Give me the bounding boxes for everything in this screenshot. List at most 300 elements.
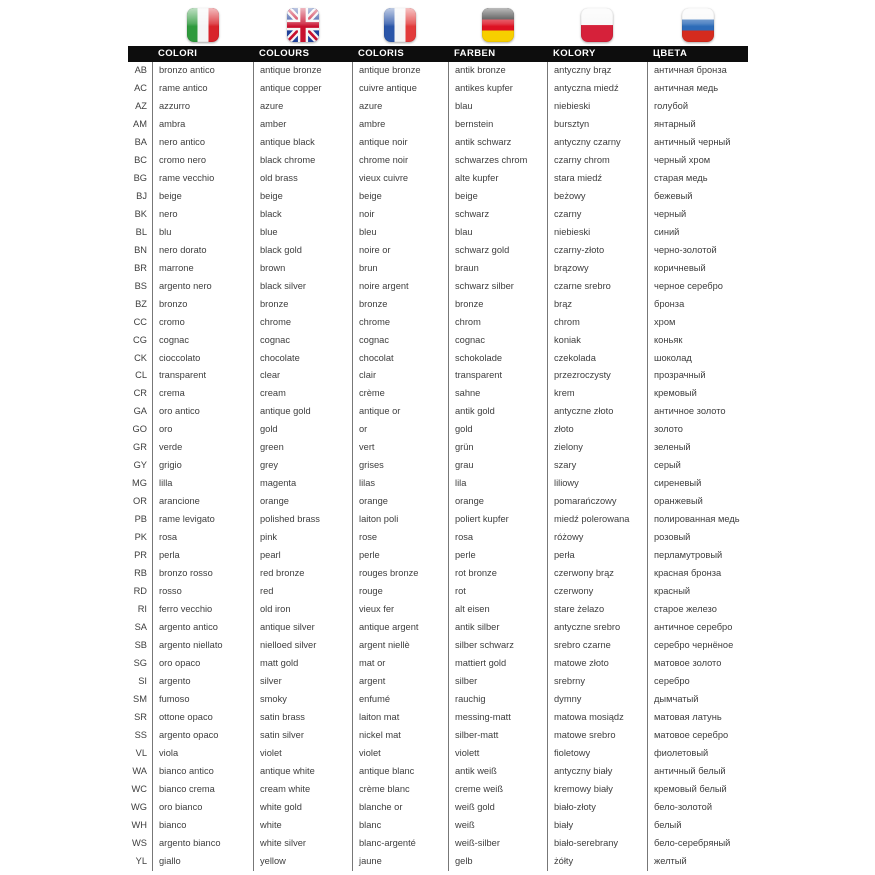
cell-code: CC bbox=[133, 316, 147, 327]
cell-pl: fioletowy bbox=[547, 745, 647, 763]
table-row bbox=[128, 170, 748, 188]
poland-flag-icon bbox=[581, 8, 613, 42]
cell-en: gold bbox=[253, 421, 352, 439]
cell-it: oro bbox=[152, 421, 253, 439]
cell-pl: antyczna miedź bbox=[547, 80, 647, 98]
header-italian: COLORI bbox=[158, 48, 198, 59]
table-row bbox=[128, 260, 748, 278]
cell-ru: античный белый bbox=[647, 763, 748, 781]
table-row bbox=[128, 98, 748, 116]
cell-en: polished brass bbox=[253, 511, 352, 529]
cell-fr: blanche or bbox=[352, 799, 448, 817]
cell-en: antique black bbox=[253, 134, 352, 152]
cell-it: fumoso bbox=[152, 691, 253, 709]
cell-ru: оранжевый bbox=[647, 493, 748, 511]
table-row bbox=[128, 475, 748, 493]
cell-fr: crème blanc bbox=[352, 781, 448, 799]
cell-pl: stara miedź bbox=[547, 170, 647, 188]
cell-de: alt eisen bbox=[448, 601, 547, 619]
cell-ru: хром bbox=[647, 314, 748, 332]
cell-pl: chrom bbox=[547, 314, 647, 332]
cell-ru: черный хром bbox=[647, 152, 748, 170]
cell-fr: noir bbox=[352, 206, 448, 224]
cell-pl: bursztyn bbox=[547, 116, 647, 134]
cell-ru: бронза bbox=[647, 296, 748, 314]
cell-code: BC bbox=[134, 154, 147, 165]
table-rows bbox=[128, 62, 748, 871]
cell-it: bianco bbox=[152, 817, 253, 835]
cell-ru: матовое серебро bbox=[647, 727, 748, 745]
cell-pl: antyczne złoto bbox=[547, 403, 647, 421]
cell-en: antique copper bbox=[253, 80, 352, 98]
cell-de: sahne bbox=[448, 385, 547, 403]
cell-code: GR bbox=[133, 442, 147, 453]
table-row bbox=[128, 403, 748, 421]
cell-fr: bleu bbox=[352, 224, 448, 242]
cell-code: GO bbox=[132, 424, 147, 435]
cell-en: matt gold bbox=[253, 655, 352, 673]
cell-ru: серебро чернёное bbox=[647, 637, 748, 655]
cell-de: antik gold bbox=[448, 403, 547, 421]
cell-de: violett bbox=[448, 745, 547, 763]
union-jack-graphic bbox=[287, 8, 319, 42]
cell-it: bronzo bbox=[152, 296, 253, 314]
cell-en: black chrome bbox=[253, 152, 352, 170]
cell-code: OR bbox=[133, 496, 147, 507]
cell-en: antique white bbox=[253, 763, 352, 781]
cell-pl: przezroczysty bbox=[547, 367, 647, 385]
cell-it: nero antico bbox=[152, 134, 253, 152]
cell-pl: liliowy bbox=[547, 475, 647, 493]
cell-it: beige bbox=[152, 188, 253, 206]
cell-en: bronze bbox=[253, 296, 352, 314]
table-row bbox=[128, 673, 748, 691]
cell-it: rame antico bbox=[152, 80, 253, 98]
cell-it: oro bianco bbox=[152, 799, 253, 817]
table-row bbox=[128, 763, 748, 781]
cell-fr: vieux fer bbox=[352, 601, 448, 619]
flag-cell-french bbox=[352, 8, 448, 44]
cell-fr: perle bbox=[352, 547, 448, 565]
cell-fr: noire or bbox=[352, 242, 448, 260]
color-translation-table bbox=[128, 0, 748, 871]
cell-pl: krem bbox=[547, 385, 647, 403]
table-row bbox=[128, 116, 748, 134]
table-row bbox=[128, 367, 748, 385]
cell-de: messing-matt bbox=[448, 709, 547, 727]
cell-code: BK bbox=[134, 208, 147, 219]
cell-de: antik schwarz bbox=[448, 134, 547, 152]
cell-pl: zielony bbox=[547, 439, 647, 457]
cell-pl: matowe srebro bbox=[547, 727, 647, 745]
cell-pl: srebro czarne bbox=[547, 637, 647, 655]
cell-en: antique gold bbox=[253, 403, 352, 421]
cell-de: schokolade bbox=[448, 350, 547, 368]
table-row bbox=[128, 62, 748, 80]
cell-code: WH bbox=[131, 819, 147, 830]
cell-en: beige bbox=[253, 188, 352, 206]
cell-pl: perła bbox=[547, 547, 647, 565]
cell-fr: blanc bbox=[352, 817, 448, 835]
cell-fr: argent bbox=[352, 673, 448, 691]
cell-ru: красная бронза bbox=[647, 565, 748, 583]
cell-code: WC bbox=[131, 783, 147, 794]
cell-ru: зеленый bbox=[647, 439, 748, 457]
cell-fr: enfumé bbox=[352, 691, 448, 709]
cell-pl: matowa mosiądz bbox=[547, 709, 647, 727]
cell-ru: античный черный bbox=[647, 134, 748, 152]
cell-code: RD bbox=[133, 586, 147, 597]
cell-it: giallo bbox=[152, 853, 253, 871]
cell-pl: czerwony brąz bbox=[547, 565, 647, 583]
cell-ru: бело-золотой bbox=[647, 799, 748, 817]
cell-en: antique bronze bbox=[253, 62, 352, 80]
cell-de: silber-matt bbox=[448, 727, 547, 745]
cell-code: AB bbox=[134, 65, 147, 75]
cell-pl: pomarańczowy bbox=[547, 493, 647, 511]
table-row bbox=[128, 439, 748, 457]
cell-pl: stare żelazo bbox=[547, 601, 647, 619]
cell-code: SS bbox=[134, 729, 147, 740]
cell-ru: античная бронза bbox=[647, 62, 748, 80]
header-polish: KOLORY bbox=[553, 48, 596, 59]
cell-de: blau bbox=[448, 224, 547, 242]
cell-it: cioccolato bbox=[152, 350, 253, 368]
cell-code: WA bbox=[132, 765, 147, 776]
cell-code: GA bbox=[133, 406, 147, 417]
cell-fr: antique argent bbox=[352, 619, 448, 637]
cell-pl: złoto bbox=[547, 421, 647, 439]
cell-fr: argent niellè bbox=[352, 637, 448, 655]
cell-en: pink bbox=[253, 529, 352, 547]
cell-ru: шоколад bbox=[647, 350, 748, 368]
cell-en: green bbox=[253, 439, 352, 457]
cell-code: BA bbox=[134, 136, 147, 147]
table-header-bar bbox=[128, 46, 748, 62]
cell-de: antik weiß bbox=[448, 763, 547, 781]
cell-code: PB bbox=[134, 514, 147, 525]
cell-it: rame vecchio bbox=[152, 170, 253, 188]
cell-it: argento niellato bbox=[152, 637, 253, 655]
cell-en: black gold bbox=[253, 242, 352, 260]
header-french: COLORIS bbox=[358, 48, 405, 59]
cell-it: lilla bbox=[152, 475, 253, 493]
cell-ru: белый bbox=[647, 817, 748, 835]
cell-pl: antyczny brąz bbox=[547, 62, 647, 80]
cell-de: rauchig bbox=[448, 691, 547, 709]
cell-en: azure bbox=[253, 98, 352, 116]
cell-it: ottone opaco bbox=[152, 709, 253, 727]
cell-fr: blanc-argenté bbox=[352, 835, 448, 853]
cell-ru: сиреневый bbox=[647, 475, 748, 493]
cell-ru: красный bbox=[647, 583, 748, 601]
cell-it: argento nero bbox=[152, 278, 253, 296]
cell-de: cognac bbox=[448, 332, 547, 350]
cell-pl: czarny chrom bbox=[547, 152, 647, 170]
cell-fr: clair bbox=[352, 367, 448, 385]
cell-it: bianco crema bbox=[152, 781, 253, 799]
cell-de: rot bbox=[448, 583, 547, 601]
cell-code: AC bbox=[134, 82, 147, 93]
cell-pl: miedź polerowana bbox=[547, 511, 647, 529]
cell-fr: lilas bbox=[352, 475, 448, 493]
cell-ru: полированная медь bbox=[647, 511, 748, 529]
cell-code: PK bbox=[134, 532, 147, 543]
cell-it: ferro vecchio bbox=[152, 601, 253, 619]
cell-en: nielloed silver bbox=[253, 637, 352, 655]
table-row bbox=[128, 511, 748, 529]
cell-ru: кремовый bbox=[647, 385, 748, 403]
cell-fr: jaune bbox=[352, 853, 448, 871]
table-row bbox=[128, 799, 748, 817]
cell-de: alte kupfer bbox=[448, 170, 547, 188]
cell-de: gelb bbox=[448, 853, 547, 871]
table-row bbox=[128, 853, 748, 871]
cell-pl: brąz bbox=[547, 296, 647, 314]
cell-it: grigio bbox=[152, 457, 253, 475]
cell-code: SB bbox=[134, 640, 147, 650]
cell-pl: antyczny biały bbox=[547, 763, 647, 781]
table-row bbox=[128, 242, 748, 260]
cell-ru: старая медь bbox=[647, 170, 748, 188]
cell-en: orange bbox=[253, 493, 352, 511]
cell-ru: старое железо bbox=[647, 601, 748, 619]
cell-de: schwarz gold bbox=[448, 242, 547, 260]
cell-ru: желтый bbox=[647, 853, 748, 871]
cell-en: smoky bbox=[253, 691, 352, 709]
cell-fr: chrome bbox=[352, 314, 448, 332]
cell-ru: бежевый bbox=[647, 188, 748, 206]
table-row bbox=[128, 745, 748, 763]
cell-pl: biało-serebrany bbox=[547, 835, 647, 853]
table-row bbox=[128, 727, 748, 745]
cell-de: beige bbox=[448, 188, 547, 206]
cell-de: silber schwarz bbox=[448, 637, 547, 655]
cell-code: SG bbox=[133, 657, 147, 668]
cell-it: marrone bbox=[152, 260, 253, 278]
cell-ru: синий bbox=[647, 224, 748, 242]
cell-it: viola bbox=[152, 745, 253, 763]
flag-cell-german bbox=[448, 8, 547, 44]
cell-de: perle bbox=[448, 547, 547, 565]
cell-de: transparent bbox=[448, 367, 547, 385]
cell-it: cognac bbox=[152, 332, 253, 350]
cell-code: SA bbox=[134, 622, 147, 633]
cell-pl: beżowy bbox=[547, 188, 647, 206]
cell-ru: голубой bbox=[647, 98, 748, 116]
cell-de: antik silber bbox=[448, 619, 547, 637]
cell-de: schwarz bbox=[448, 206, 547, 224]
cell-code: RB bbox=[134, 568, 147, 579]
cell-code: BR bbox=[134, 262, 147, 273]
cell-pl: matowe złoto bbox=[547, 655, 647, 673]
cell-fr: rouge bbox=[352, 583, 448, 601]
cell-en: violet bbox=[253, 745, 352, 763]
cell-it: argento antico bbox=[152, 619, 253, 637]
cell-pl: różowy bbox=[547, 529, 647, 547]
cell-en: amber bbox=[253, 116, 352, 134]
cell-code: RI bbox=[137, 604, 147, 615]
cell-en: chocolate bbox=[253, 350, 352, 368]
cell-code: VL bbox=[135, 747, 147, 758]
table-row bbox=[128, 152, 748, 170]
table-row bbox=[128, 296, 748, 314]
cell-ru: перламутровый bbox=[647, 547, 748, 565]
cell-en: pearl bbox=[253, 547, 352, 565]
cell-ru: розовый bbox=[647, 529, 748, 547]
cell-en: magenta bbox=[253, 475, 352, 493]
cell-ru: янтарный bbox=[647, 116, 748, 134]
cell-it: blu bbox=[152, 224, 253, 242]
cell-it: arancione bbox=[152, 493, 253, 511]
italy-flag-icon bbox=[187, 8, 219, 42]
cell-it: transparent bbox=[152, 367, 253, 385]
cell-ru: античное золото bbox=[647, 403, 748, 421]
cell-en: black silver bbox=[253, 278, 352, 296]
table-row bbox=[128, 457, 748, 475]
cell-de: poliert kupfer bbox=[448, 511, 547, 529]
cell-pl: biało-złoty bbox=[547, 799, 647, 817]
cell-it: bronzo rosso bbox=[152, 565, 253, 583]
cell-de: antikes kupfer bbox=[448, 80, 547, 98]
cell-pl: czerwony bbox=[547, 583, 647, 601]
table-row bbox=[128, 619, 748, 637]
table-row bbox=[128, 385, 748, 403]
russia-flag-icon bbox=[682, 8, 714, 42]
cell-de: rot bronze bbox=[448, 565, 547, 583]
cell-fr: vert bbox=[352, 439, 448, 457]
cell-code: WS bbox=[132, 837, 147, 848]
cell-ru: дымчатый bbox=[647, 691, 748, 709]
cell-fr: chrome noir bbox=[352, 152, 448, 170]
table-row bbox=[128, 529, 748, 547]
cell-pl: biały bbox=[547, 817, 647, 835]
flag-cell-polish bbox=[547, 8, 647, 44]
cell-code: CG bbox=[133, 334, 147, 345]
cell-fr: or bbox=[352, 421, 448, 439]
cell-ru: коричневый bbox=[647, 260, 748, 278]
cell-pl: niebieski bbox=[547, 98, 647, 116]
cell-it: rosso bbox=[152, 583, 253, 601]
cell-it: rame levigato bbox=[152, 511, 253, 529]
cell-it: ambra bbox=[152, 116, 253, 134]
table-row bbox=[128, 835, 748, 853]
cell-fr: brun bbox=[352, 260, 448, 278]
united-kingdom-flag-icon bbox=[287, 8, 319, 42]
cell-pl: niebieski bbox=[547, 224, 647, 242]
cell-en: antique silver bbox=[253, 619, 352, 637]
table-row bbox=[128, 817, 748, 835]
cell-en: cream bbox=[253, 385, 352, 403]
cell-code: SI bbox=[138, 675, 147, 686]
cell-fr: violet bbox=[352, 745, 448, 763]
cell-code: AZ bbox=[135, 100, 147, 111]
cell-fr: orange bbox=[352, 493, 448, 511]
table-row bbox=[128, 278, 748, 296]
cell-ru: античное серебро bbox=[647, 619, 748, 637]
cell-en: yellow bbox=[253, 853, 352, 871]
cell-pl: czarne srebro bbox=[547, 278, 647, 296]
cell-en: blue bbox=[253, 224, 352, 242]
cell-it: azzurro bbox=[152, 98, 253, 116]
cell-de: rosa bbox=[448, 529, 547, 547]
cell-de: bernstein bbox=[448, 116, 547, 134]
cell-de: weiß bbox=[448, 817, 547, 835]
cell-de: gold bbox=[448, 421, 547, 439]
cell-en: old iron bbox=[253, 601, 352, 619]
cell-en: satin silver bbox=[253, 727, 352, 745]
table-row bbox=[128, 80, 748, 98]
cell-de: weiß-silber bbox=[448, 835, 547, 853]
cell-code: YL bbox=[135, 855, 147, 866]
cell-it: argento opaco bbox=[152, 727, 253, 745]
table-row bbox=[128, 547, 748, 565]
cell-en: silver bbox=[253, 673, 352, 691]
cell-de: blau bbox=[448, 98, 547, 116]
table-row bbox=[128, 421, 748, 439]
table-row bbox=[128, 493, 748, 511]
table-row bbox=[128, 565, 748, 583]
flag-spacer bbox=[128, 8, 152, 44]
cell-ru: серебро bbox=[647, 673, 748, 691]
cell-pl: szary bbox=[547, 457, 647, 475]
cell-code: BN bbox=[134, 244, 147, 255]
header-spacer bbox=[128, 46, 152, 62]
cell-it: bianco antico bbox=[152, 763, 253, 781]
cell-de: schwarzes chrom bbox=[448, 152, 547, 170]
cell-it: oro antico bbox=[152, 403, 253, 421]
cell-ru: золото bbox=[647, 421, 748, 439]
cell-code: CL bbox=[135, 370, 147, 381]
flag-cell-russian bbox=[647, 8, 748, 44]
cell-pl: antyczne srebro bbox=[547, 619, 647, 637]
table-row bbox=[128, 601, 748, 619]
cell-code: CK bbox=[134, 352, 147, 363]
cell-fr: ambre bbox=[352, 116, 448, 134]
cell-fr: mat or bbox=[352, 655, 448, 673]
cell-fr: antique or bbox=[352, 403, 448, 421]
cell-fr: bronze bbox=[352, 296, 448, 314]
cell-de: braun bbox=[448, 260, 547, 278]
cell-de: grün bbox=[448, 439, 547, 457]
cell-fr: azure bbox=[352, 98, 448, 116]
cell-ru: черный bbox=[647, 206, 748, 224]
cell-ru: серый bbox=[647, 457, 748, 475]
table-row bbox=[128, 655, 748, 673]
header-german: FARBEN bbox=[454, 48, 496, 59]
cell-de: orange bbox=[448, 493, 547, 511]
cell-ru: черно-золотой bbox=[647, 242, 748, 260]
cell-fr: chocolat bbox=[352, 350, 448, 368]
cell-de: chrom bbox=[448, 314, 547, 332]
cell-en: white gold bbox=[253, 799, 352, 817]
table-row bbox=[128, 691, 748, 709]
cell-fr: cuivre antique bbox=[352, 80, 448, 98]
cell-code: BL bbox=[135, 226, 147, 237]
table-row bbox=[128, 583, 748, 601]
cell-it: bronzo antico bbox=[152, 62, 253, 80]
cell-fr: antique blanc bbox=[352, 763, 448, 781]
cell-de: bronze bbox=[448, 296, 547, 314]
cell-code: BZ bbox=[135, 298, 147, 309]
cell-it: perla bbox=[152, 547, 253, 565]
cell-de: grau bbox=[448, 457, 547, 475]
table-row bbox=[128, 188, 748, 206]
cell-de: mattiert gold bbox=[448, 655, 547, 673]
cell-fr: laiton poli bbox=[352, 511, 448, 529]
table-row bbox=[128, 350, 748, 368]
cell-de: weiß gold bbox=[448, 799, 547, 817]
